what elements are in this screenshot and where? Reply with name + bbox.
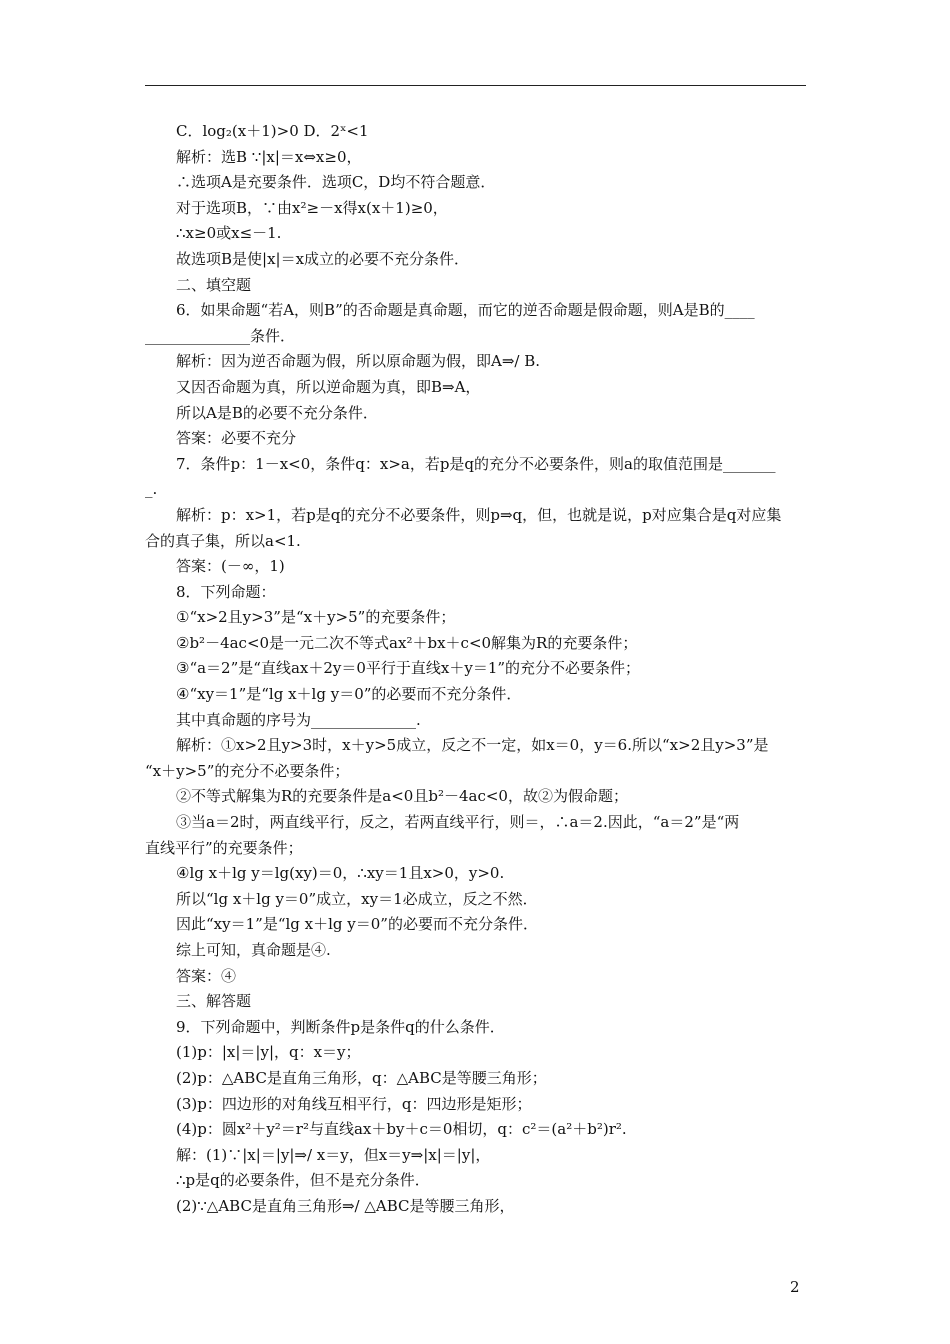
text-line: 故选项B是使|x|＝x成立的必要不充分条件． bbox=[176, 249, 470, 268]
text-line: 因此“xy＝1”是“lg x＋lg y＝0”的必要而不充分条件． bbox=[176, 915, 538, 934]
text-line: ②b²－4ac<0是一元二次不等式ax²＋bx＋c<0解集为R的充要条件； bbox=[176, 633, 638, 652]
text-line: (3)p：四边形的对角线互相平行，q：四边形是矩形； bbox=[176, 1094, 532, 1113]
text-line: ③“a＝2”是“直线ax＋2y＝0平行于直线x＋y＝1”的充分不必要条件； bbox=[176, 659, 641, 678]
text-line: 答案：必要不充分 bbox=[176, 429, 297, 448]
text-line: _. bbox=[145, 480, 158, 499]
text-line: ②不等式解集为R的充要条件是a<0且b²－4ac<0，故②为假命题； bbox=[176, 787, 628, 806]
text-line: ③当a＝2时，两直线平行，反之，若两直线平行，则＝，∴a＝2.因此，“a＝2”是“两 bbox=[176, 813, 740, 832]
text-line: 又因否命题为真，所以逆命题为真，即B⇒A， bbox=[176, 377, 481, 396]
text-line: 解：(1)∵|x|＝|y|⇒/ x＝y，但x＝y⇒|x|＝|y|， bbox=[176, 1145, 491, 1164]
text-line: ④“xy＝1”是“lg x＋lg y＝0”的必要而不充分条件． bbox=[176, 685, 522, 704]
text-line: 对于选项B，∵由x²≥－x得x(x＋1)≥0， bbox=[176, 198, 448, 217]
text-line: 三、解答题 bbox=[176, 992, 252, 1011]
text-line: 解析：选B ∵|x|＝x⇔x≥0， bbox=[176, 147, 362, 166]
text-line: C．log₂(x＋1)>0 D．2ˣ<1 bbox=[176, 122, 369, 140]
text-line: 答案：(－∞，1) bbox=[176, 557, 285, 576]
text-line: 6．如果命题“若A，则B”的否命题是真命题，而它的逆否命题是假命题，则A是B的____ bbox=[176, 301, 755, 320]
text-line: 二、填空题 bbox=[176, 275, 252, 294]
text-line: 8．下列命题： bbox=[176, 582, 276, 601]
text-line: 所以A是B的必要不充分条件． bbox=[176, 403, 378, 422]
text-line: ______________条件． bbox=[145, 326, 296, 345]
text-line: (4)p：圆x²＋y²＝r²与直线ax＋by＋c＝0相切，q：c²＝(a²＋b²)r². bbox=[176, 1120, 627, 1139]
text-line: (2)∵△ABC是直角三角形⇒/ △ABC是等腰三角形， bbox=[176, 1196, 515, 1215]
text-line: ①“x>2且y>3”是“x＋y>5”的充要条件； bbox=[176, 608, 456, 627]
text-line: 综上可知，真命题是④. bbox=[176, 941, 331, 959]
text-line: 合的真子集，所以a<1. bbox=[145, 531, 301, 550]
text-line: ∴x≥0或x≤－1. bbox=[176, 224, 282, 243]
text-line: ∴选项A是充要条件．选项C，D均不符合题意． bbox=[176, 173, 496, 192]
document-body bbox=[145, 119, 808, 1220]
text-line: 7．条件p：1－x<0，条件q：x>a，若p是q的充分不必要条件，则a的取值范围是_______ bbox=[176, 454, 776, 473]
text-line: 所以“lg x＋lg y＝0”成立，xy＝1必成立，反之不然． bbox=[176, 889, 538, 908]
text-line: 解析：p：x>1，若p是q的充分不必要条件，则p⇒q，但，也就是说，p对应集合是q对应集 bbox=[176, 505, 782, 524]
text-line: “x＋y>5”的充分不必要条件； bbox=[145, 761, 350, 780]
text-line: 答案：④ bbox=[176, 966, 237, 985]
text-line: 解析：因为逆否命题为假，所以原命题为假，即A⇒/ B. bbox=[176, 352, 541, 371]
text-line: ∴p是q的必要条件，但不是充分条件． bbox=[176, 1171, 430, 1190]
text-line: ④lg x＋lg y＝lg(xy)＝0，∴xy＝1且x>0，y>0. bbox=[176, 864, 505, 883]
text-line: (1)p：|x|＝|y|，q：x＝y； bbox=[176, 1043, 361, 1062]
text-line: (2)p：△ABC是直角三角形，q：△ABC是等腰三角形； bbox=[176, 1068, 547, 1087]
header-rule bbox=[145, 85, 806, 86]
text-line: 解析：①x>2且y>3时，x＋y>5成立，反之不一定，如x＝0，y＝6.所以“x>2且y>3”是 bbox=[176, 736, 769, 755]
text-line: 9．下列命题中，判断条件p是条件q的什么条件． bbox=[176, 1017, 505, 1036]
text-line: 直线平行”的充要条件； bbox=[145, 838, 303, 857]
text-line: 其中真命题的序号为______________. bbox=[176, 710, 421, 729]
page-number: 2 bbox=[790, 1278, 800, 1296]
